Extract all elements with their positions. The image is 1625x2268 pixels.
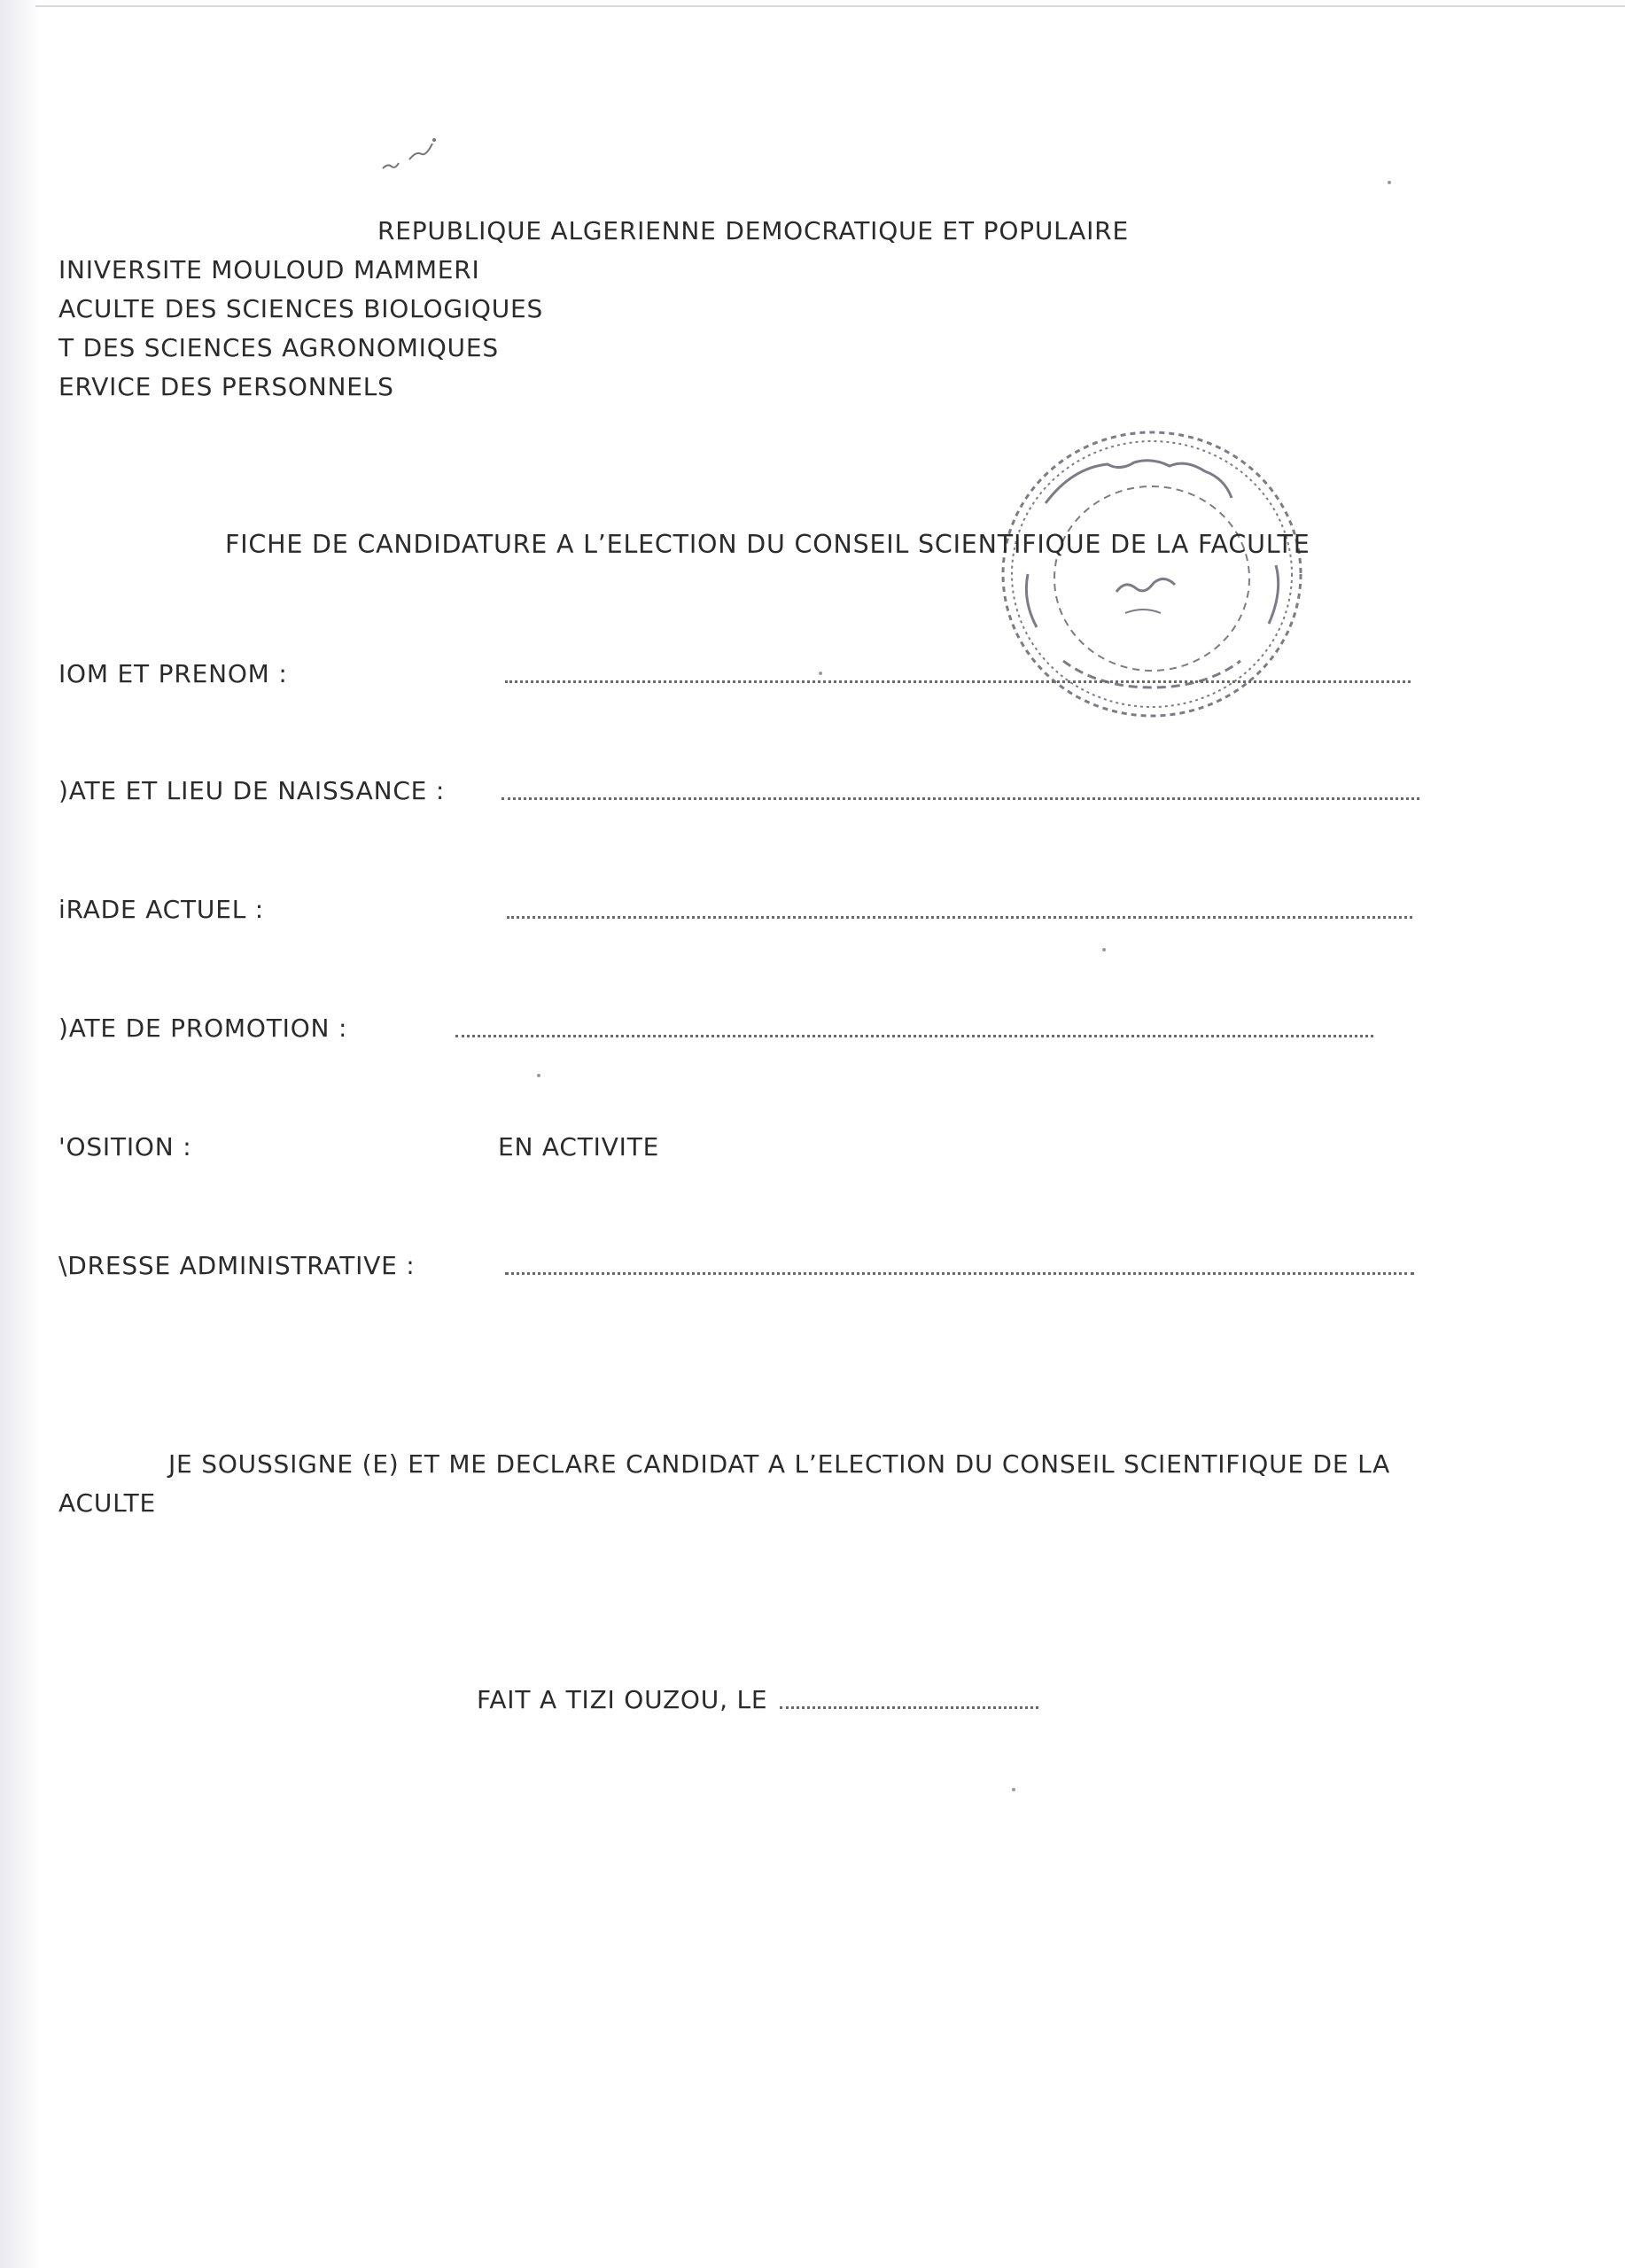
date-line[interactable]	[780, 1706, 1038, 1709]
scan-speck	[1102, 948, 1106, 951]
scan-speck	[537, 1074, 540, 1077]
field-label-grade: iRADE ACTUEL :	[58, 895, 265, 924]
form-title: FICHE DE CANDIDATURE A L’ELECTION DU CONSEIL SCIENTIFIQUE DE LA FACULTE	[225, 530, 1310, 559]
faculty-line-1: ACULTE DES SCIENCES BIOLOGIQUES	[58, 294, 544, 323]
faculty-line-2: T DES SCIENCES AGRONOMIQUES	[58, 333, 499, 362]
field-line-promotion[interactable]	[455, 1035, 1373, 1037]
field-line-grade[interactable]	[507, 916, 1412, 919]
official-stamp	[992, 423, 1311, 725]
scan-speck	[1388, 181, 1391, 184]
republic-heading: REPUBLIQUE ALGERIENNE DEMOCRATIQUE ET POPULAIRE	[377, 216, 1129, 245]
scan-speck	[819, 672, 822, 675]
field-line-address[interactable]	[505, 1272, 1414, 1275]
scan-top-edge	[35, 5, 1625, 7]
field-value-position: EN ACTIVITE	[498, 1132, 660, 1161]
field-label-promotion: )ATE DE PROMOTION :	[58, 1014, 348, 1043]
field-line-name[interactable]	[505, 680, 1411, 683]
scan-edge-shadow	[0, 0, 41, 2268]
university-name: INIVERSITE MOULOUD MAMMERI	[58, 255, 480, 284]
pen-scribble	[379, 135, 441, 174]
field-label-name: IOM ET PRENOM :	[58, 659, 288, 688]
field-label-birth: )ATE ET LIEU DE NAISSANCE :	[58, 776, 446, 805]
declaration-line-2: ACULTE	[58, 1488, 157, 1518]
declaration-line-1: JE SOUSSIGNE (E) ET ME DECLARE CANDIDAT A L’ELECTION DU CONSEIL SCIENTIFIQUE DE LA	[168, 1449, 1391, 1479]
field-line-birth[interactable]	[501, 797, 1419, 800]
field-label-position: 'OSITION :	[58, 1132, 192, 1161]
scan-speck	[1012, 1788, 1015, 1791]
service-name: ERVICE DES PERSONNELS	[58, 372, 394, 401]
field-label-address: \DRESSE ADMINISTRATIVE :	[58, 1251, 416, 1280]
place-date-label: FAIT A TIZI OUZOU, LE	[477, 1685, 768, 1714]
